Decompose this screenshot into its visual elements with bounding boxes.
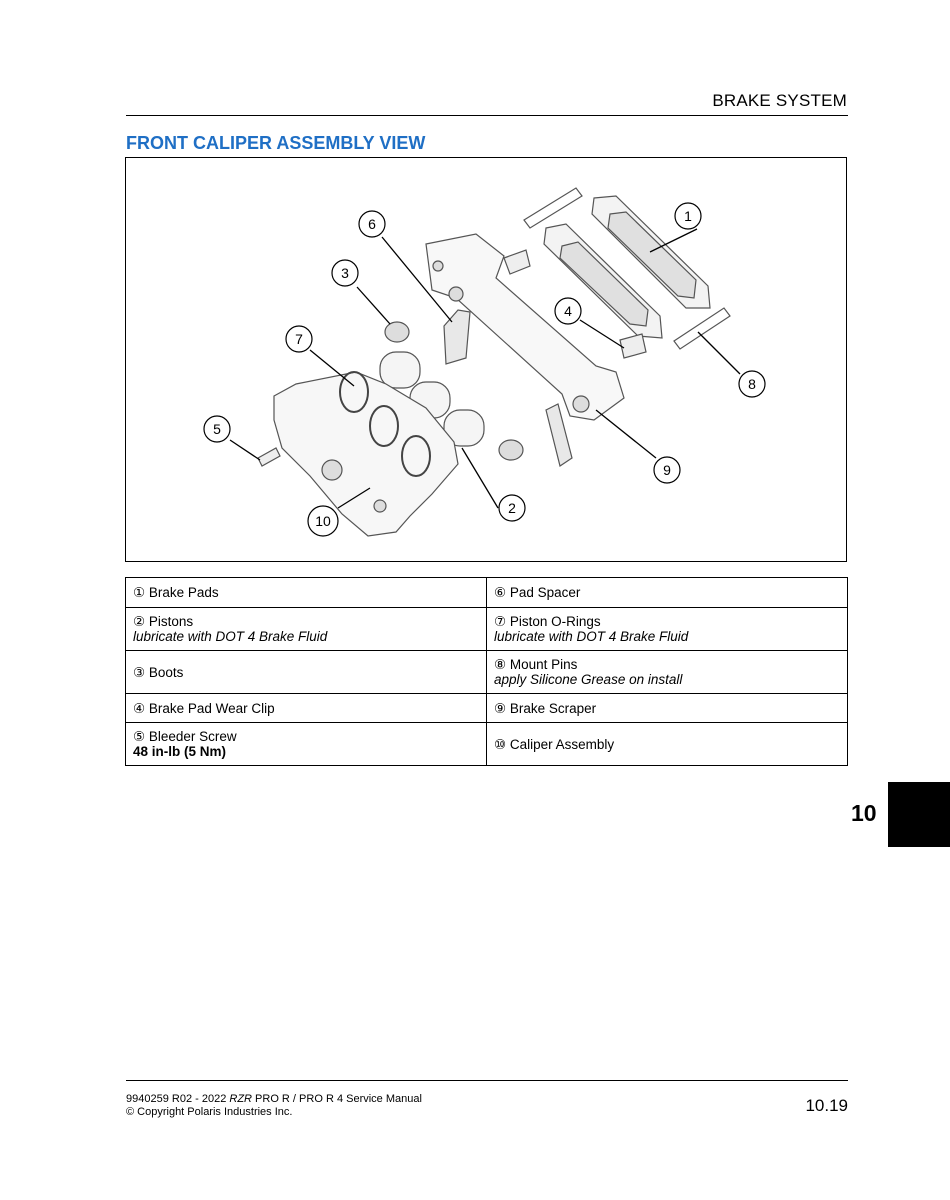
footer-doc-suffix: PRO R / PRO R 4 Service Manual bbox=[251, 1093, 422, 1105]
footer-manual-title bbox=[126, 1093, 422, 1106]
legend-number: ② bbox=[133, 614, 146, 629]
boot-lower bbox=[499, 440, 523, 460]
legend-label: Mount Pins bbox=[509, 657, 578, 672]
legend-label: Pistons bbox=[148, 614, 194, 629]
legend-cell bbox=[126, 651, 487, 694]
torque-spec: 48 in-lb (5 Nm) bbox=[133, 744, 227, 759]
legend-number: ⑧ bbox=[494, 657, 507, 672]
legend-cell bbox=[487, 723, 848, 766]
footer-divider bbox=[126, 1080, 848, 1081]
legend-label: Boots bbox=[148, 664, 184, 680]
legend-number: ④ bbox=[133, 700, 146, 716]
bleeder-screw bbox=[258, 448, 280, 466]
pad-spacer-lower bbox=[546, 404, 572, 466]
callout-9: 9 bbox=[663, 462, 671, 478]
callout-8: 8 bbox=[748, 376, 756, 392]
table-row bbox=[126, 608, 848, 651]
chapter-tab-marker bbox=[888, 782, 950, 847]
callout-2: 2 bbox=[508, 500, 516, 516]
header-divider bbox=[126, 115, 848, 116]
legend-cell bbox=[487, 651, 848, 694]
callout-6: 6 bbox=[368, 216, 376, 232]
boot-upper bbox=[385, 322, 409, 342]
legend-number: ⑥ bbox=[494, 585, 507, 600]
legend-number: ① bbox=[133, 585, 146, 600]
callout-4: 4 bbox=[564, 303, 572, 319]
legend-cell bbox=[126, 723, 487, 766]
piston-1 bbox=[380, 352, 420, 388]
caliper-exploded-illustration bbox=[126, 158, 847, 562]
wear-clip-right bbox=[620, 334, 646, 358]
legend-label: Brake Pads bbox=[148, 585, 219, 600]
table-row bbox=[126, 578, 848, 608]
callout-7: 7 bbox=[295, 331, 303, 347]
legend-number: ③ bbox=[133, 664, 146, 680]
footer-copyright: © Copyright Polaris Industries Inc. bbox=[126, 1106, 293, 1118]
legend-note: apply Silicone Grease on install bbox=[494, 672, 683, 687]
legend-cell bbox=[487, 694, 848, 723]
legend-label: Piston O-Rings bbox=[509, 614, 601, 629]
exploded-view-figure bbox=[125, 157, 847, 562]
legend-cell bbox=[126, 694, 487, 723]
footer-doc-prefix: 9940259 R02 - 2022 bbox=[126, 1093, 230, 1105]
chapter-tab-number: 10 bbox=[851, 800, 877, 826]
footer-doc-model: RZR bbox=[229, 1093, 252, 1105]
legend-cell bbox=[126, 608, 487, 651]
legend-note: lubricate with DOT 4 Brake Fluid bbox=[494, 629, 689, 644]
page-number: 10.19 bbox=[805, 1096, 848, 1115]
page-title: FRONT CALIPER ASSEMBLY VIEW bbox=[126, 133, 426, 153]
callout-10: 10 bbox=[315, 513, 331, 529]
legend-number: ⑩ bbox=[494, 736, 507, 752]
legend-number: ⑤ bbox=[133, 729, 146, 744]
legend-number: ⑦ bbox=[494, 614, 507, 629]
legend-label: Brake Scraper bbox=[509, 700, 597, 716]
legend-label: Brake Pad Wear Clip bbox=[148, 700, 275, 716]
footer-document-info bbox=[126, 1093, 422, 1119]
legend-number: ⑨ bbox=[494, 700, 507, 716]
mount-pin-right bbox=[674, 308, 730, 349]
legend-note: lubricate with DOT 4 Brake Fluid bbox=[133, 629, 328, 644]
legend-cell bbox=[126, 578, 487, 608]
legend-cell bbox=[487, 608, 848, 651]
table-row bbox=[126, 723, 848, 766]
wear-clip-top bbox=[504, 250, 530, 274]
callout-1: 1 bbox=[684, 208, 692, 224]
legend-label: Pad Spacer bbox=[509, 585, 581, 600]
callout-5: 5 bbox=[213, 421, 221, 437]
legend-label: Bleeder Screw bbox=[148, 729, 237, 744]
pad-spacer-upper bbox=[444, 310, 470, 364]
section-header: BRAKE SYSTEM bbox=[712, 91, 847, 110]
table-row bbox=[126, 651, 848, 694]
legend-label: Caliper Assembly bbox=[509, 736, 615, 752]
parts-legend-table bbox=[125, 577, 848, 766]
table-row bbox=[126, 694, 848, 723]
mount-pin-top bbox=[524, 188, 582, 228]
legend-cell bbox=[487, 578, 848, 608]
callout-3: 3 bbox=[341, 265, 349, 281]
